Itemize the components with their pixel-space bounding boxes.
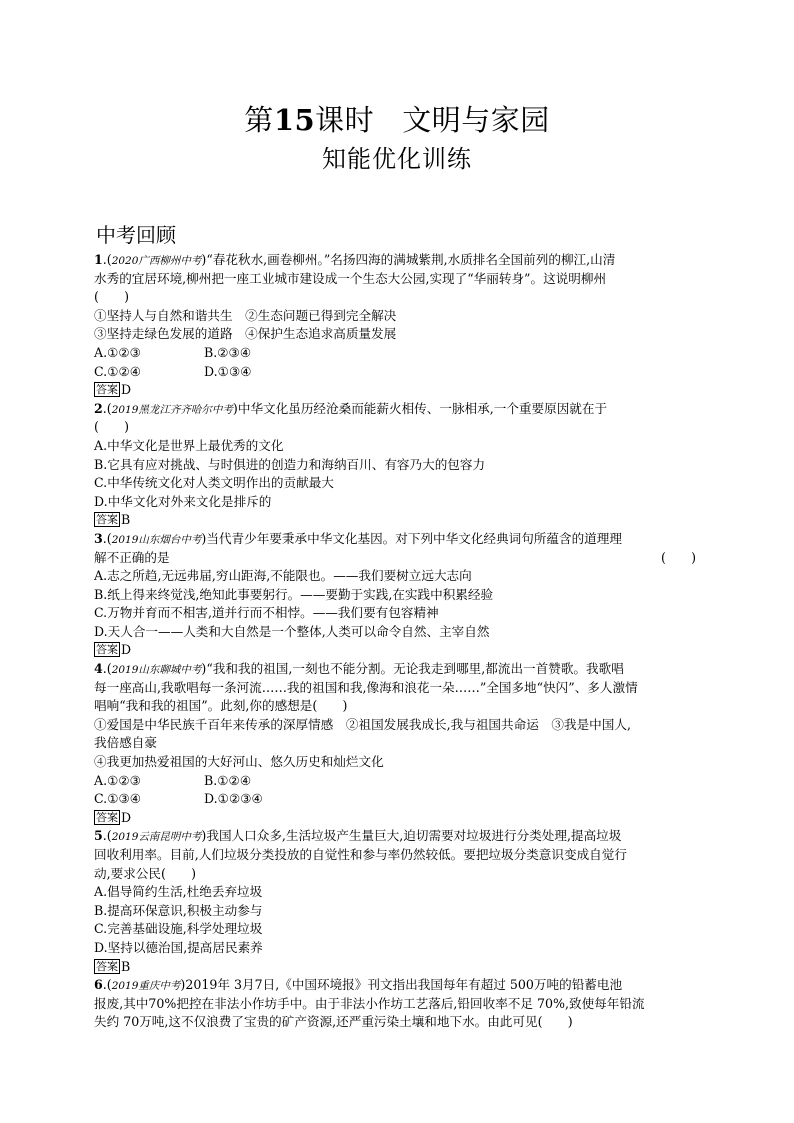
statement-item: 我倍感自豪 [94, 735, 157, 751]
lesson-suffix: 课时 [315, 103, 375, 137]
answer-value: D [121, 809, 132, 825]
question-stem: 水秀的宜居环境,柳州把一座工业城市建设成一个生态大公园,实现了“华丽转身”。这说明柳州 [94, 270, 607, 286]
question-source: 2019重庆中考 [111, 980, 181, 993]
answer-value: D [121, 642, 132, 658]
question-number: 3 [94, 530, 103, 546]
option-b[interactable]: B.①②④ [204, 772, 252, 788]
question-source: 2019山东烟台中考 [111, 533, 202, 546]
question-stem: 唱响“我和我的祖国”。此刻,你的感想是( ) [94, 698, 348, 714]
option-b[interactable]: B.②③④ [204, 344, 252, 360]
option-c[interactable]: C.①②④ [94, 363, 142, 379]
question-stem: 报废,其中70%把控在非法小作坊手中。由于非法小作坊工艺落后,铅回收率不足 70%,致使每年铅流 [94, 995, 645, 1011]
question-number: 1 [94, 252, 103, 267]
option-b[interactable]: B.纸上得来终觉浅,绝知此事要躬行。——要勤于实践,在实践中积累经验 [94, 586, 494, 602]
answer-badge: 答案 [96, 643, 118, 657]
answer-paren: ( ) [94, 419, 130, 435]
statement-item: ①坚持人与自然和谐共生 ②生态问题已得到完全解决 [94, 307, 397, 323]
section-title: 中考回顾 [96, 223, 176, 247]
question-5: 5.(2019云南昆明中考)我国人口众多,生活垃圾产生量巨大,迫切需要对垃圾进行分类处理,提高垃圾 回收利用率。目前,人们垃圾分类投放的自觉性和参与率仍然较低。要把垃圾分类意识变成自觉行 动,要求公民( ) A.倡导简约生活,杜绝丢弃垃圾 B.提高环保意识,积极主动参与 C.完善基础设施,科学处理垃圾 D.坚持以德治国,提高居民素养 答案 B [94, 827, 706, 976]
statement-item: ①爱国是中华民族千百年来传承的深厚情感 ②祖国发展我成长,我与祖国共命运 ③我是中国人, [94, 716, 631, 732]
question-stem: “春花秋水,画卷柳州。”名扬四海的满城紫荆,水质排名全国前列的柳江,山清 [206, 252, 616, 267]
question-stem: 解不正确的是 [94, 549, 170, 565]
option-c[interactable]: C.①③④ [94, 791, 142, 807]
statement-item: ④我更加热爱祖国的大好河山、悠久历史和灿烂文化 [94, 754, 384, 770]
option-d[interactable]: D.坚持以德治国,提高居民素养 [94, 939, 263, 955]
answer-paren: ( ) [660, 549, 696, 565]
option-d[interactable]: D.①③④ [204, 363, 252, 379]
answer-badge: 答案 [96, 513, 118, 527]
page-subtitle: 知能优化训练 [322, 145, 472, 173]
lesson-name: 文明与家园 [402, 103, 550, 137]
statement-item: ③坚持走绿色发展的道路 ④保护生态追求高质量发展 [94, 326, 397, 342]
question-stem: 回收利用率。目前,人们垃圾分类投放的自觉性和参与率仍然较低。要把垃圾分类意识变成自觉行 [94, 847, 627, 862]
question-stem: 2019年 3月7日,《中国环境报》刊文指出我国每年有超过 500万吨的铅蓄电池 [185, 977, 623, 993]
question-number: 2 [94, 400, 103, 416]
question-source: 2019黑龙江齐齐哈尔中考 [111, 403, 233, 416]
option-b[interactable]: B.提高环保意识,积极主动参与 [94, 902, 263, 918]
question-stem: “我和我的祖国,一刻也不能分割。无论我走到哪里,都流出一首赞歌。我歌唱 [206, 661, 624, 677]
lesson-prefix: 第 [244, 103, 274, 137]
answer-paren: ( ) [94, 289, 130, 305]
question-stem: 每一座高山,我歌唱每一条河流……我的祖国和我,像海和浪花一朵……”全国多地“快闪”、多人激情 [94, 679, 638, 695]
option-c[interactable]: C.中华传统文化对人类文明作出的贡献最大 [94, 475, 334, 491]
answer-badge: 答案 [96, 959, 118, 973]
option-d[interactable]: D.①②③④ [204, 791, 263, 807]
question-stem: 我国人口众多,生活垃圾产生量巨大,迫切需要对垃圾进行分类处理,提高垃圾 [206, 828, 622, 844]
question-number: 4 [94, 661, 103, 677]
option-d[interactable]: D.中华文化对外来文化是排斥的 [94, 493, 272, 509]
question-6: 6.(2019重庆中考)2019年 3月7日,《中国环境报》刊文指出我国每年有超过 500万吨的铅蓄电池 报废,其中70%把控在非法小作坊手中。由于非法小作坊工艺落后,铅回收率不足 70%,致使每年铅流 失约 70万吨,这不仅浪费了宝贵的矿产资源,还严重污染土壤和地下水。由此可见( ) [94, 976, 706, 1032]
option-d[interactable]: D.天人合一——人类和大自然是一个整体,人类可以命令自然、主宰自然 [94, 623, 490, 639]
option-c[interactable]: C.万物并育而不相害,道并行而不相悖。——我们要有包容精神 [94, 605, 439, 621]
question-4: 4.(2019山东聊城中考)“我和我的祖国,一刻也不能分割。无论我走到哪里,都流出一首赞歌。我歌唱 每一座高山,我歌唱每一条河流……我的祖国和我,像海和浪花一朵……”全国多地“快闪”、多人激情 唱响“我和我的祖国”。此刻,你的感想是( ) ①爱国是中华民族千百年来传承的深厚情感 ②祖国发展我成长,我与祖国共命运 ③我是中国人, 我倍感自豪 ④我更加热爱祖国的大好河山、悠久历史和灿烂文化 A.①②③ B.①②④ C.①③④ D.①②③④ 答案 D [94, 660, 706, 827]
option-c[interactable]: C.完善基础设施,科学处理垃圾 [94, 921, 263, 937]
option-a[interactable]: A.中华文化是世界上最优秀的文化 [94, 437, 284, 453]
question-1: 1.(2020广西柳州中考)“春花秋水,画卷柳州。”名扬四海的满城紫荆,水质排名全国前列的柳江,山清 水秀的宜居环境,柳州把一座工业城市建设成一个生态大公园,实现了“华丽转身”。这说明柳州 ( ) ①坚持人与自然和谐共生 ②生态问题已得到完全解决 ③坚持走绿色发展的道路 ④保护生态追求高质量发展 A.①②③ B.②③④ C.①②④ D.①③④ 答案 D [94, 251, 706, 400]
lesson-number: 15 [273, 103, 316, 137]
question-source: 2020广西柳州中考 [111, 255, 202, 267]
option-a[interactable]: A.志之所趋,无远弗届,穷山距海,不能限也。——我们要树立远大志向 [94, 568, 472, 584]
lesson-title [0, 101, 794, 139]
question-stem: 中华文化虽历经沧桑而能薪火相传、一脉相承,一个重要原因就在于 [237, 400, 608, 416]
answer-badge: 答案 [96, 383, 118, 397]
option-a[interactable]: A.①②③ [94, 344, 141, 360]
option-b[interactable]: B.它具有应对挑战、与时俱进的创造力和海纳百川、有容乃大的包容力 [94, 456, 486, 472]
question-stem: 失约 70万吨,这不仅浪费了宝贵的矿产资源,还严重污染土壤和地下水。由此可见( ) [94, 1014, 573, 1030]
answer-value: D [121, 382, 132, 398]
answer-value: B [121, 958, 131, 974]
option-a[interactable]: A.倡导简约生活,杜绝丢弃垃圾 [94, 884, 263, 900]
question-stem: 动,要求公民( ) [94, 865, 196, 881]
question-number: 5 [94, 828, 103, 844]
question-number: 6 [94, 977, 103, 993]
question-source: 2019山东聊城中考 [111, 664, 202, 677]
answer-badge: 答案 [96, 810, 118, 824]
answer-value: B [121, 512, 131, 528]
option-a[interactable]: A.①②③ [94, 772, 141, 788]
question-source: 2019云南昆明中考 [111, 831, 202, 844]
question-3: 3.(2019山东烟台中考)当代青少年要秉承中华文化基因。对下列中华文化经典词句所蕴含的道理理 解不正确的是 ( ) A.志之所趋,无远弗届,穷山距海,不能限也。——我们要树立远大志向 B.纸上得来终觉浅,绝知此事要躬行。——要勤于实践,在实践中积累经验 C.万物并育而不相害,道并行而不相悖。——我们要有包容精神 D.天人合一——人类和大自然是一个整体,人类可以命令自然、主宰自然 答案 D [94, 530, 706, 660]
question-2: 2.(2019黑龙江齐齐哈尔中考)中华文化虽历经沧桑而能薪火相传、一脉相承,一个重要原因就在于 ( ) A.中华文化是世界上最优秀的文化 B.它具有应对挑战、与时俱进的创造力和海纳百川、有容乃大的包容力 C.中华传统文化对人类文明作出的贡献最大 D.中华文化对外来文化是排斥的 答案 B [94, 400, 706, 530]
question-list [94, 251, 706, 1032]
question-stem: 当代青少年要秉承中华文化基因。对下列中华文化经典词句所蕴含的道理理 [206, 530, 622, 546]
